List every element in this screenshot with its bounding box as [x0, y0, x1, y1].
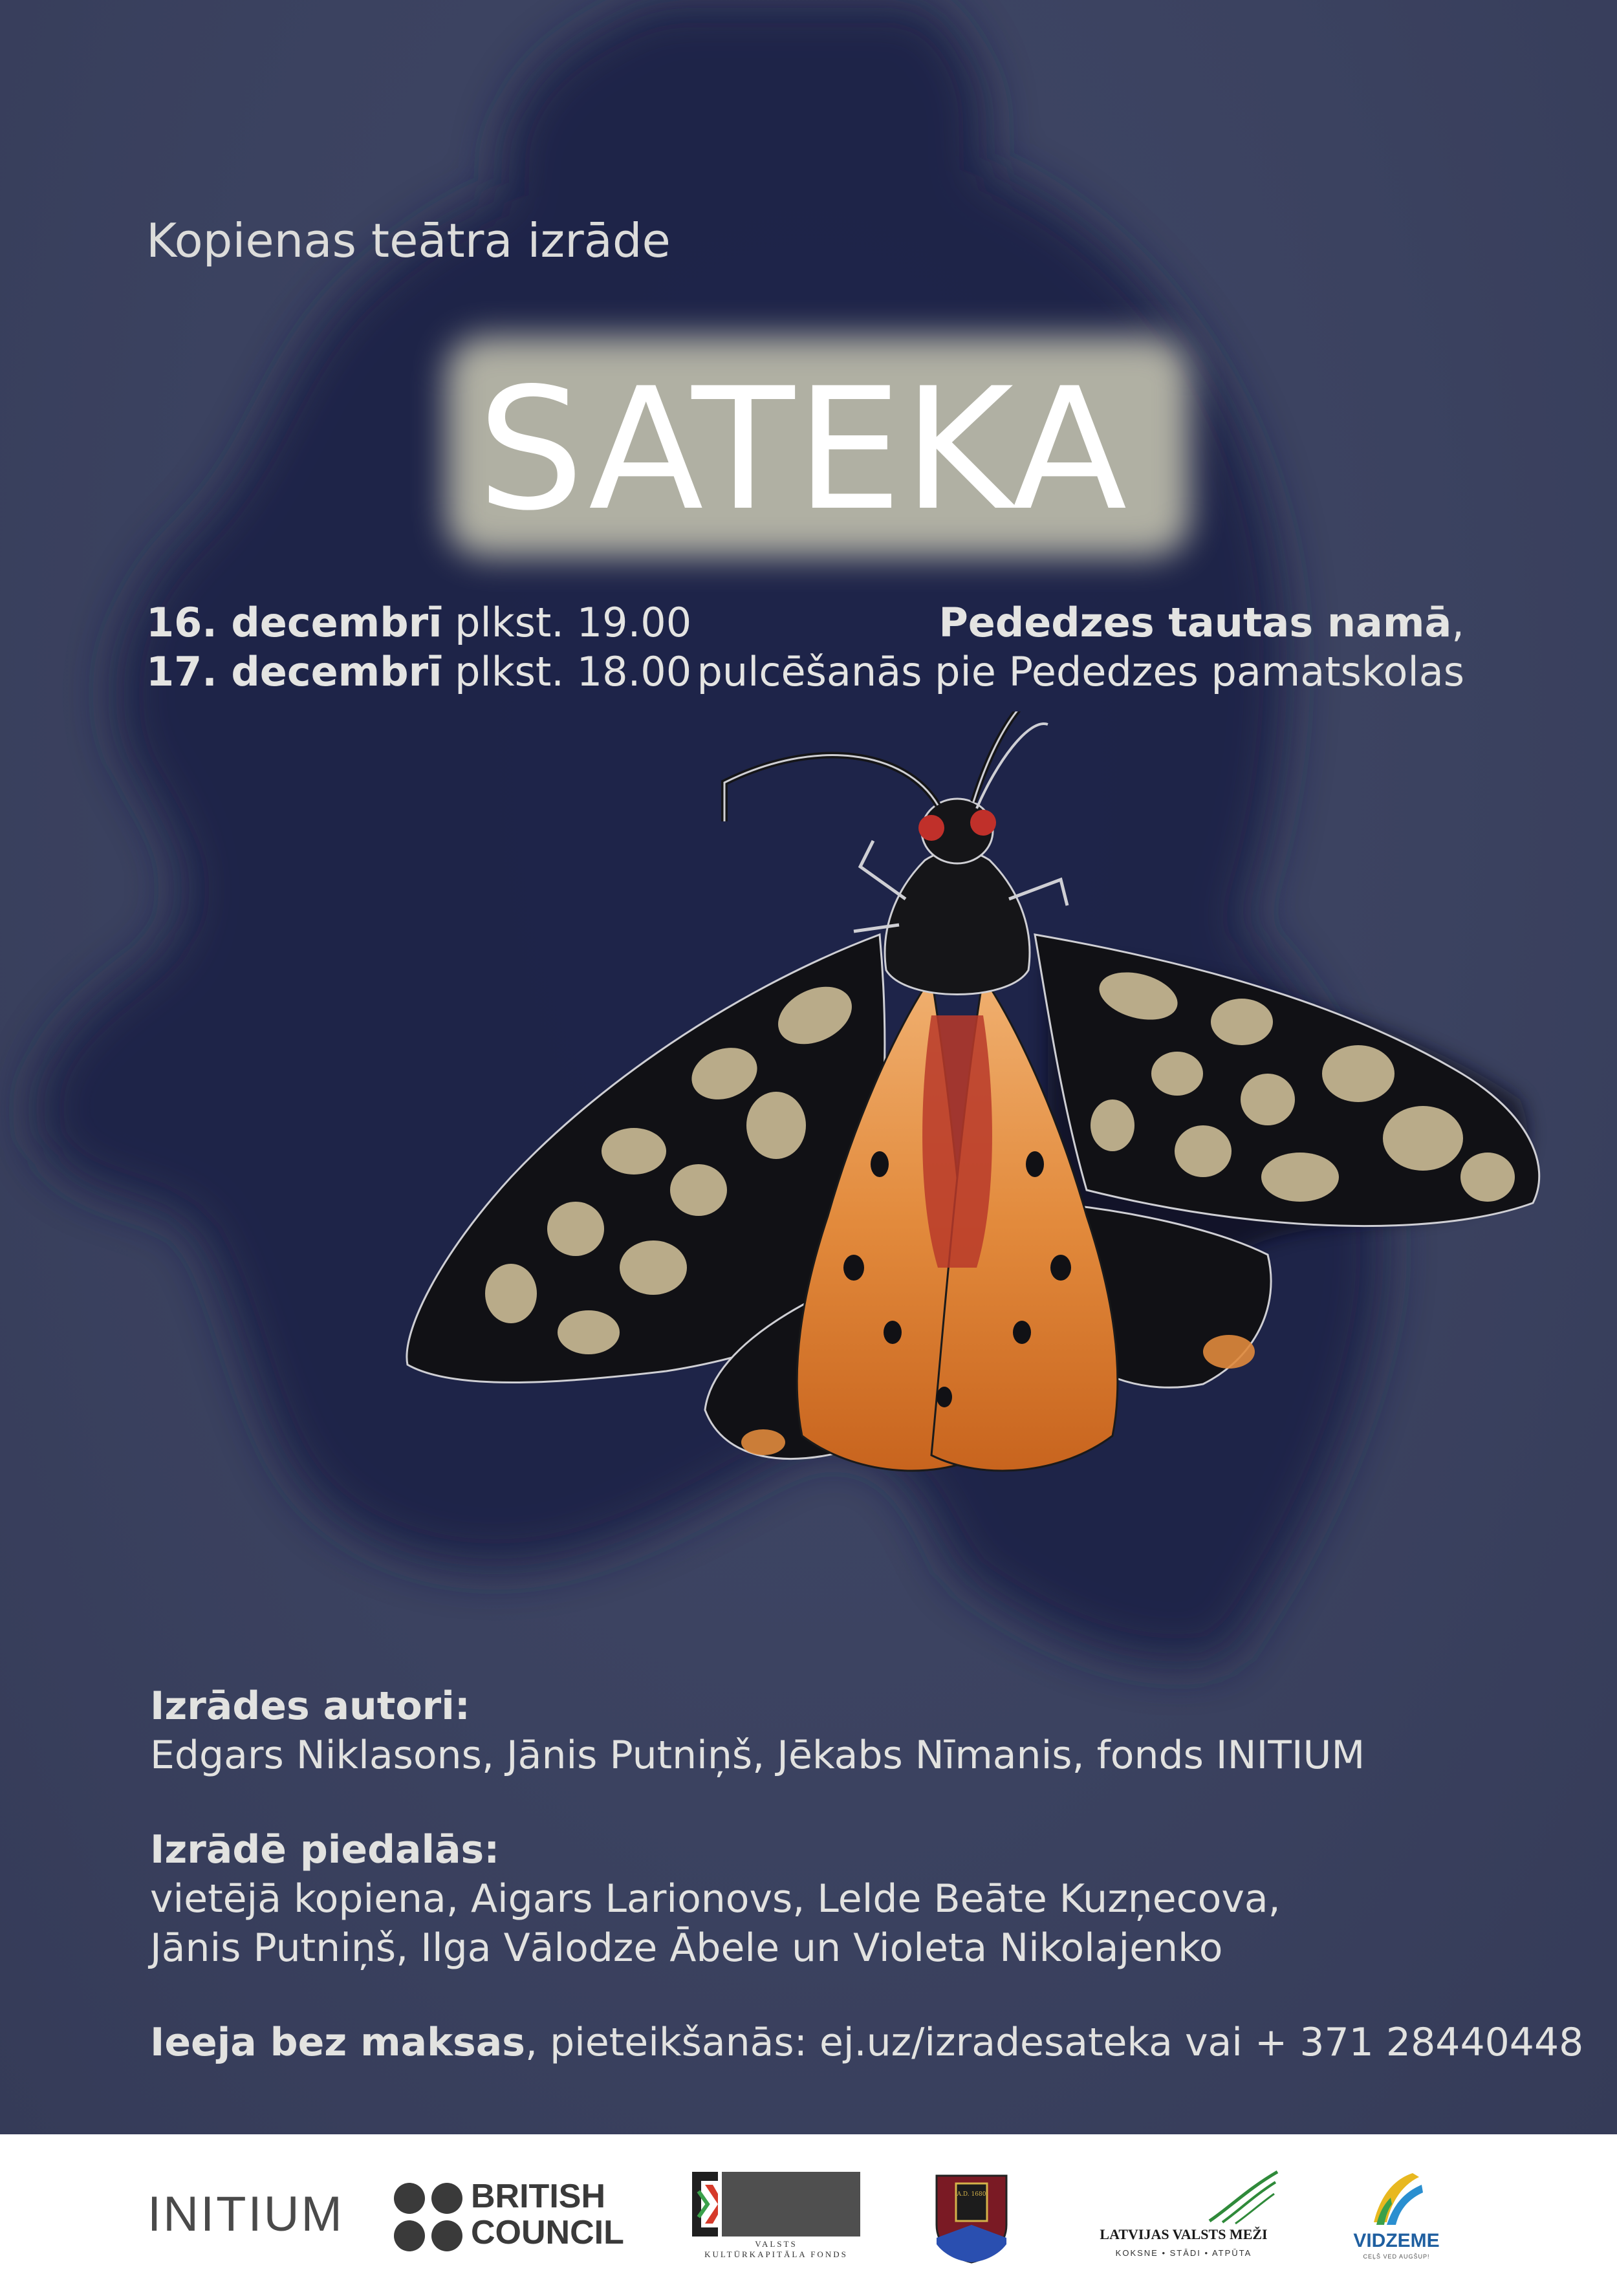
play-title: SATEKA [477, 352, 1129, 548]
moth-thorax [885, 850, 1030, 995]
date-line-2 [146, 647, 691, 697]
date-line-1 [146, 598, 691, 647]
sponsor-footer [0, 2134, 1617, 2296]
lvm-tree-icon [1203, 2169, 1281, 2227]
authors-list: Edgars Niklasons, Jānis Putniņš, Jēkabs Nīmanis, fonds INITIUM [150, 1733, 1365, 1778]
date-2: 17. decembrī [146, 648, 442, 695]
cast-line-1: vietējā kopiena, Aigars Larionovs, Lelde Beāte Kuzņecova, [150, 1876, 1281, 1922]
vidzeme-emblem-icon [1367, 2171, 1426, 2229]
antenna-left [724, 755, 938, 821]
cast-line-2: Jānis Putniņš, Ilga Vālodze Ābele un Violeta Nikolajenko [150, 1925, 1223, 1971]
british-council-dots-icon [392, 2181, 464, 2253]
vkkf-line-1: VALSTS [755, 2239, 798, 2249]
lvm-line-2: KOKSNE • STĀDI • ATPŪTA [1115, 2248, 1252, 2258]
event-type: Kopienas teātra izrāde [146, 213, 671, 268]
vkkf-emblem-icon [692, 2172, 860, 2236]
performance-dates [146, 598, 691, 697]
credits [150, 1682, 1583, 2067]
british-council-logo [392, 2178, 625, 2256]
venue-line-1 [697, 598, 1464, 647]
entry-free: Ieeja bez maksas [150, 2020, 525, 2065]
date-1: 16. decembrī [146, 599, 442, 646]
authors-heading: Izrādes autori: [150, 1684, 470, 1729]
moth-illustration [362, 711, 1559, 1552]
british-council-line-2: COUNCIL [471, 2214, 624, 2251]
entry-registration: , pieteikšanās: ej.uz/izradesateka vai + 371 28440448 [525, 2020, 1584, 2065]
vkkf-logo [692, 2172, 860, 2262]
meeting-point: pulcēšanās pie Pededzes pamatskolas [697, 648, 1464, 695]
lvm-line-1: LATVIJAS VALSTS MEŽI [1100, 2226, 1268, 2242]
coat-of-arms-icon [934, 2173, 1009, 2264]
time-1: plkst. 19.00 [442, 599, 692, 646]
venue-name: Pededzes tautas namā [939, 599, 1452, 646]
moth-eye-left [918, 815, 944, 841]
vidzeme-line-2: CEĻŠ VED AUGŠUP! [1363, 2253, 1430, 2260]
venue-info [697, 598, 1464, 697]
vidzeme-logo [1348, 2171, 1477, 2274]
cast-heading: Izrādē piedalās: [150, 1827, 500, 1872]
entry-info [150, 2018, 1583, 2067]
latvijas-valsts-mezi-logo [1074, 2169, 1294, 2266]
vkkf-line-2: KULTŪRKAPITĀLA FONDS [704, 2249, 848, 2259]
coat-of-arms-logo [934, 2173, 1009, 2264]
vidzeme-line-1: VIDZEME [1353, 2230, 1440, 2251]
moth-eye-right [970, 810, 996, 836]
venue-comma: , [1451, 599, 1464, 646]
coat-of-arms-text: A.D. 1680 [957, 2191, 986, 2198]
time-2: plkst. 18.00 [442, 648, 692, 695]
initium-logo: INITIUM [147, 2187, 344, 2242]
british-council-line-1: BRITISH [471, 2178, 605, 2215]
